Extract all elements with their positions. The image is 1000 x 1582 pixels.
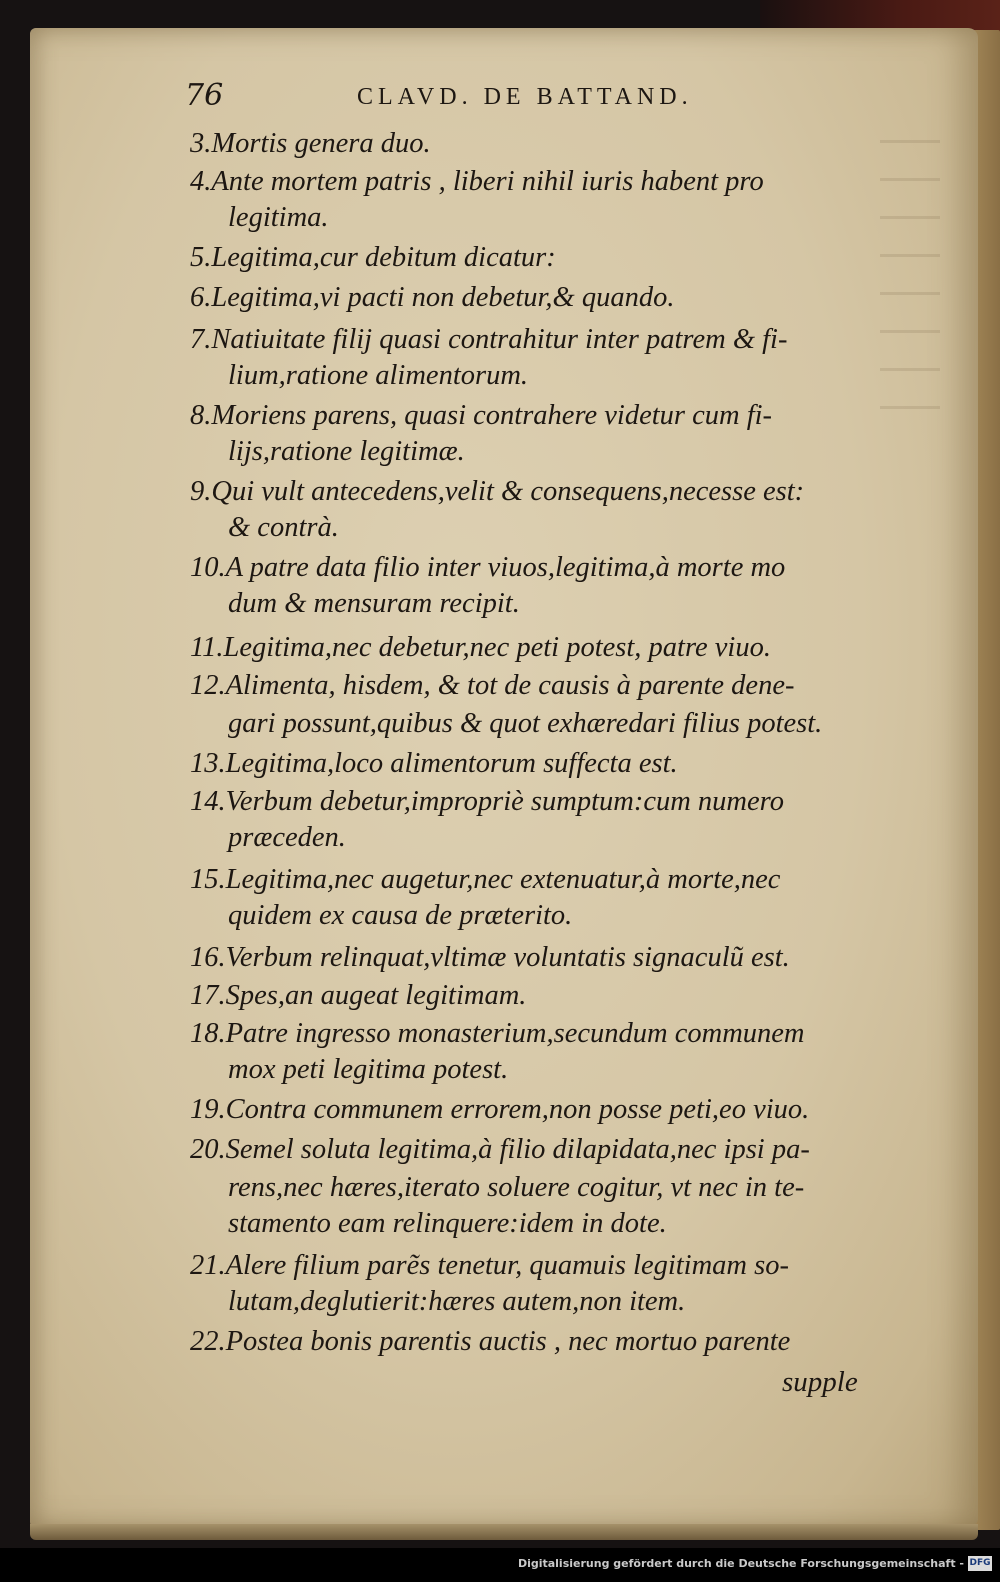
list-item xyxy=(190,242,556,274)
entry-continuation: præceden. xyxy=(228,822,346,853)
list-item xyxy=(190,748,678,780)
entry-number: 22. xyxy=(190,1326,226,1357)
entry-continuation: quidem ex causa de præterito. xyxy=(228,900,573,931)
show-through xyxy=(880,110,940,410)
entry-number: 7. xyxy=(190,324,212,355)
entry-text: Contra communem errorem,non posse peti,eo viuo. xyxy=(225,1094,810,1125)
entry-text: Mortis genera duo. xyxy=(211,128,431,159)
list-item xyxy=(190,282,674,314)
list-item xyxy=(190,1094,809,1126)
list-item xyxy=(190,1134,810,1166)
list-item xyxy=(190,552,785,584)
entry-number: 10. xyxy=(190,552,226,583)
entry-continuation: lium,ratione alimentorum. xyxy=(228,360,529,391)
list-item xyxy=(190,670,794,702)
list-item xyxy=(190,128,431,160)
entry-continuation: mox peti legitima potest. xyxy=(228,1054,509,1085)
entry-text: Legitima,cur debitum dicatur: xyxy=(211,242,556,273)
dfg-logo-icon: DFG xyxy=(968,1556,992,1571)
list-item xyxy=(190,980,526,1012)
footer-bar xyxy=(0,1548,1000,1582)
entry-continuation: dum & mensuram recipit. xyxy=(228,588,520,619)
entry-continuation: lutam,deglutierit:hæres autem,non item. xyxy=(228,1286,686,1317)
entry-text: Semel soluta legitima,à filio dilapidata,nec ipsi pa- xyxy=(225,1134,810,1165)
entry-number: 20. xyxy=(190,1134,226,1165)
list-item xyxy=(190,324,787,356)
running-head: CLAVD. DE BATTAND. xyxy=(357,84,693,110)
page-number: 76 xyxy=(185,78,224,113)
entry-text: Qui vult antecedens,velit & consequens,necesse est: xyxy=(211,476,805,507)
entry-text: Patre ingresso monasterium,secundum communem xyxy=(225,1018,805,1049)
entry-text: Legitima,nec augetur,nec extenuatur,à morte,nec xyxy=(225,864,781,895)
entry-text: Ante mortem patris , liberi nihil iuris habent pro xyxy=(211,166,764,197)
entry-text: Legitima,nec debetur,nec peti potest, patre viuo. xyxy=(223,632,771,663)
list-item xyxy=(190,632,771,664)
entry-text: Moriens parens, quasi contrahere videtur cum fi- xyxy=(211,400,773,431)
entry-number: 12. xyxy=(190,670,226,701)
entry-number: 14. xyxy=(190,786,226,817)
entry-number: 5. xyxy=(190,242,212,273)
entry-text: Verbum debetur,impropriè sumptum:cum numero xyxy=(225,786,784,817)
entry-number: 21. xyxy=(190,1250,226,1281)
list-item xyxy=(190,786,784,818)
entry-continuation: stamento eam relinquere:idem in dote. xyxy=(228,1208,667,1239)
entry-text: Spes,an augeat legitimam. xyxy=(225,980,527,1011)
entry-number: 17. xyxy=(190,980,226,1011)
catchword: supple xyxy=(782,1366,858,1398)
entry-number: 13. xyxy=(190,748,226,779)
entry-number: 18. xyxy=(190,1018,226,1049)
list-item xyxy=(190,476,804,508)
entry-number: 6. xyxy=(190,282,212,313)
entry-text: Legitima,loco alimentorum suffecta est. xyxy=(225,748,678,779)
entry-continuation: lijs,ratione legitimæ. xyxy=(228,436,465,467)
page-header xyxy=(185,78,805,118)
entry-text: Alimenta, hisdem, & tot de causis à parente dene- xyxy=(225,670,795,701)
list-item xyxy=(190,1250,789,1282)
entry-number: 11. xyxy=(190,632,224,663)
entry-text: Alere filium parẽs tenetur, quamuis legitimam so- xyxy=(225,1250,789,1281)
list-item xyxy=(190,864,780,896)
page-bottom-edge xyxy=(30,1524,978,1540)
entry-number: 16. xyxy=(190,942,226,973)
entry-continuation: gari possunt,quibus & quot exhæredari filius potest. xyxy=(228,708,823,739)
entry-text: A patre data filio inter viuos,legitima,à morte mo xyxy=(225,552,786,583)
list-item xyxy=(190,166,764,198)
entry-continuation: & contrà. xyxy=(228,512,339,543)
entry-text: Verbum relinquat,vltimæ voluntatis signaculũ est. xyxy=(225,942,790,973)
entry-continuation: legitima. xyxy=(228,202,329,233)
entry-number: 3. xyxy=(190,128,212,159)
list-item xyxy=(190,942,790,974)
entry-text: Natiuitate filij quasi contrahitur inter patrem & fi- xyxy=(211,324,788,355)
entry-continuation: rens,nec hæres,iterato soluere cogitur, vt nec in te- xyxy=(228,1172,805,1203)
entry-number: 15. xyxy=(190,864,226,895)
entry-text: Legitima,vi pacti non debetur,& quando. xyxy=(211,282,675,313)
funding-credit: Digitalisierung gefördert durch die Deutsche Forschungsgemeinschaft - xyxy=(517,1557,964,1570)
list-item xyxy=(190,400,772,432)
entry-text: Postea bonis parentis auctis , nec mortuo parente xyxy=(225,1326,791,1357)
entry-number: 19. xyxy=(190,1094,226,1125)
entry-number: 4. xyxy=(190,166,212,197)
entry-number: 9. xyxy=(190,476,212,507)
list-item xyxy=(190,1018,805,1050)
entry-number: 8. xyxy=(190,400,212,431)
list-item xyxy=(190,1326,790,1358)
